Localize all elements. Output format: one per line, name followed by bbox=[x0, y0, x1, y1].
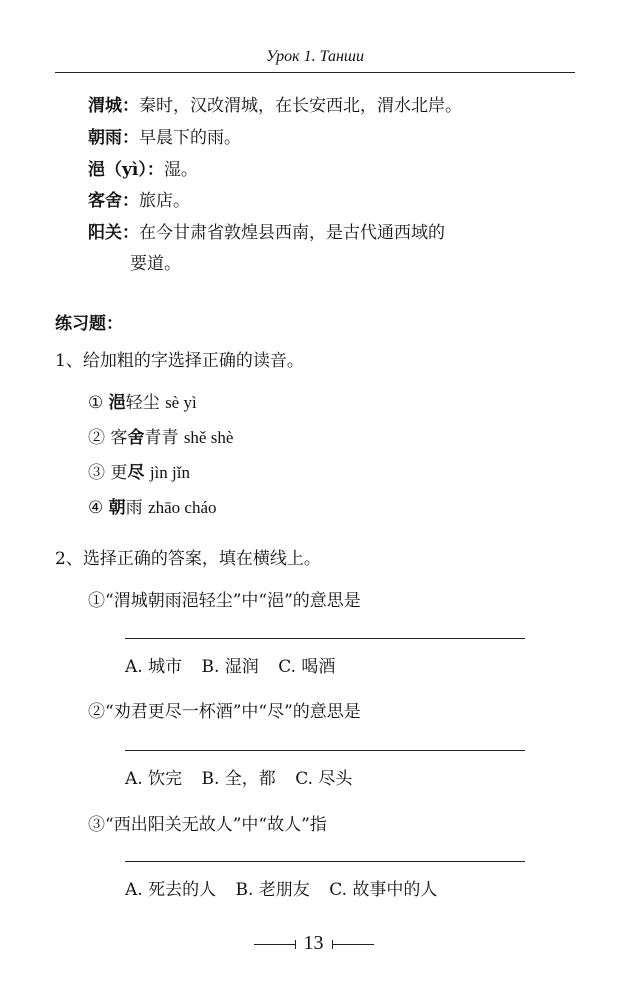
bold-character: 尽 bbox=[127, 463, 145, 483]
question-2-prompt: 2、选择正确的答案，填在横线上。 bbox=[55, 549, 321, 569]
option[interactable]: C. 故事中的人 bbox=[329, 880, 438, 900]
item-pre: 更 bbox=[110, 463, 128, 483]
note-term: 浥（yì）： bbox=[88, 160, 164, 180]
page-footer bbox=[0, 932, 627, 955]
footer-rule-left bbox=[254, 944, 296, 945]
note-text: 旅店。 bbox=[139, 191, 190, 211]
note-term: 客舍： bbox=[88, 191, 139, 211]
running-header: Урок 1. Танши bbox=[266, 48, 364, 65]
q2-question: ②“劝君更尽一杯酒”中“尽”的意思是 bbox=[88, 702, 361, 722]
q2-options bbox=[125, 657, 349, 677]
q2-question: ③“西出阳关无故人”中“故人”指 bbox=[88, 815, 327, 835]
item-number: ① bbox=[88, 393, 104, 413]
note-line bbox=[88, 223, 445, 243]
item-pre: 客 bbox=[110, 428, 128, 448]
note-term: 阳关： bbox=[88, 223, 139, 243]
q1-item bbox=[88, 498, 217, 518]
pinyin-choices: zhāo cháo bbox=[148, 498, 217, 517]
option[interactable]: C. 喝酒 bbox=[278, 657, 336, 677]
option[interactable]: A. 饮完 bbox=[125, 769, 183, 789]
note-line bbox=[88, 96, 462, 116]
note-continuation: 要道。 bbox=[130, 254, 181, 274]
q1-item bbox=[88, 463, 190, 483]
q1-item bbox=[88, 428, 233, 448]
answer-blank-line[interactable] bbox=[125, 750, 525, 751]
item-rest: 雨 bbox=[125, 498, 143, 518]
item-rest: 青青 bbox=[144, 428, 179, 448]
note-line bbox=[88, 160, 198, 180]
q2-options bbox=[125, 769, 366, 789]
q1-item bbox=[88, 393, 197, 413]
pinyin-choices: jìn jǐn bbox=[149, 463, 190, 482]
item-number: ④ bbox=[88, 498, 104, 518]
item-number: ③ bbox=[88, 463, 105, 483]
item-number: ② bbox=[88, 428, 105, 448]
option[interactable]: B. 全，都 bbox=[201, 769, 276, 789]
note-text: 早晨下的雨。 bbox=[139, 128, 241, 148]
q2-question: ①“渭城朝雨浥轻尘”中“浥”的意思是 bbox=[88, 591, 361, 611]
note-text: 秦时，汉改渭城，在长安西北，渭水北岸。 bbox=[139, 96, 462, 116]
bold-character: 浥 bbox=[108, 393, 126, 413]
note-line bbox=[88, 128, 241, 148]
exercises-title: 练习题： bbox=[55, 314, 123, 334]
bold-character: 舍 bbox=[127, 428, 145, 448]
item-rest: 轻尘 bbox=[125, 393, 160, 413]
option[interactable]: C. 尽头 bbox=[295, 769, 353, 789]
note-term: 朝雨： bbox=[88, 128, 139, 148]
pinyin-choices: sè yì bbox=[165, 393, 197, 412]
option[interactable]: B. 老朋友 bbox=[235, 880, 310, 900]
page-number: 13 bbox=[303, 932, 324, 954]
q2-options bbox=[125, 880, 451, 900]
footer-rule-right bbox=[332, 944, 374, 945]
option[interactable]: A. 城市 bbox=[125, 657, 183, 677]
bold-character: 朝 bbox=[108, 498, 126, 518]
header-rule bbox=[55, 72, 575, 73]
note-text: 湿。 bbox=[163, 160, 198, 180]
note-term: 渭城： bbox=[88, 96, 139, 116]
answer-blank-line[interactable] bbox=[125, 861, 525, 862]
pinyin-choices: shě shè bbox=[183, 428, 234, 447]
question-1-prompt: 1、给加粗的字选择正确的读音。 bbox=[55, 351, 304, 371]
option[interactable]: B. 湿润 bbox=[201, 657, 259, 677]
option[interactable]: A. 死去的人 bbox=[125, 880, 217, 900]
note-line bbox=[88, 191, 190, 211]
note-text: 在今甘肃省敦煌县西南，是古代通西域的 bbox=[139, 223, 445, 243]
answer-blank-line[interactable] bbox=[125, 638, 525, 639]
